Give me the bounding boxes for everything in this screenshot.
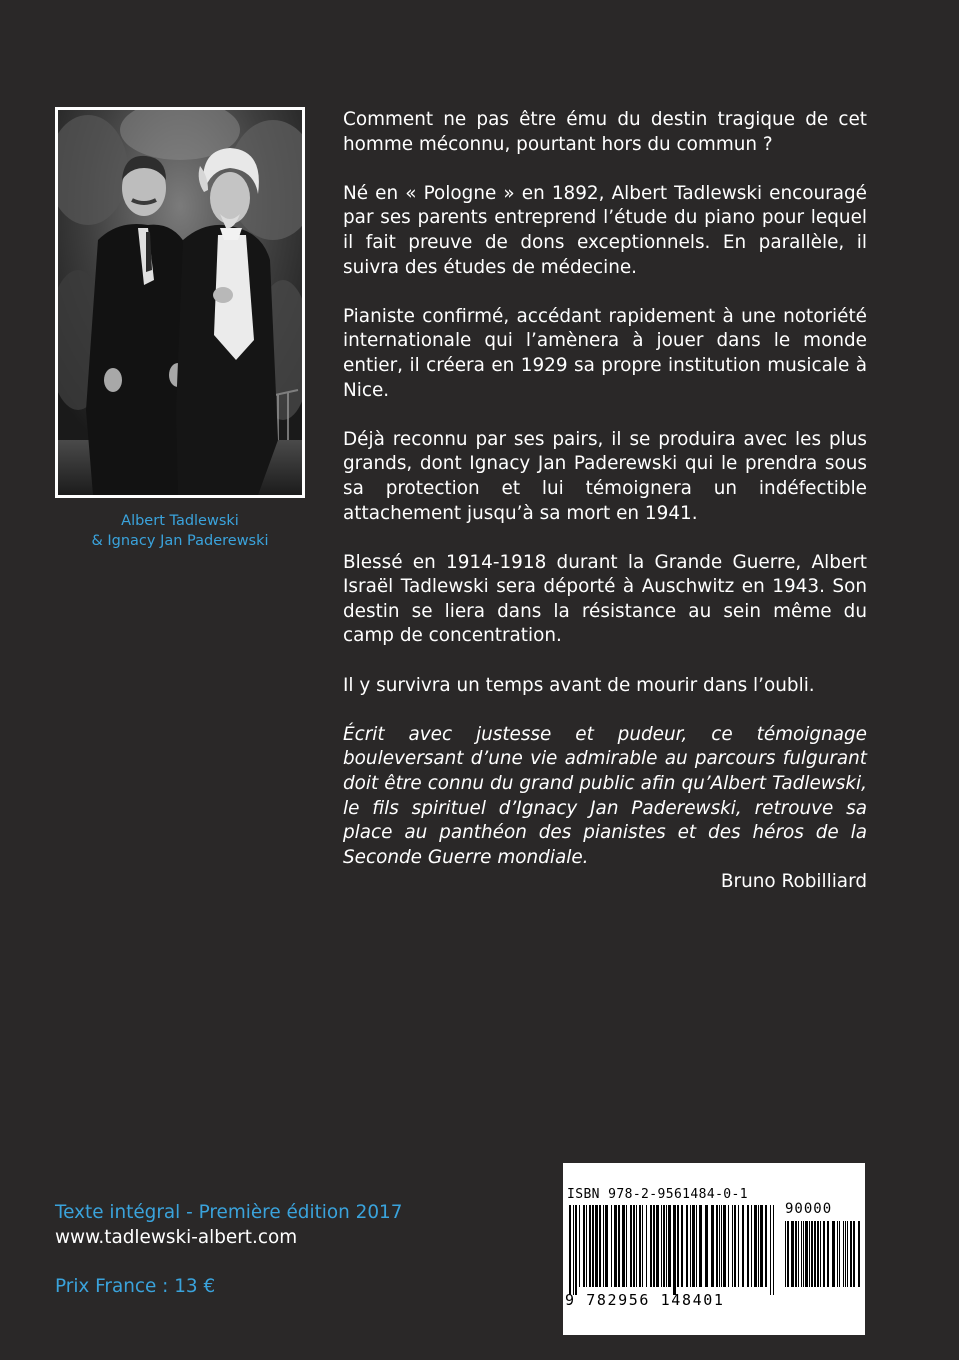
paragraph: Comment ne pas être ému du destin tragique de cet homme méconnu, pourtant hors du commun ? [343,109,867,155]
back-cover-text [343,108,867,895]
edition-line: Texte intégral - Première édition 2017 [55,1202,403,1223]
price-label: Prix France : 13 € [55,1276,216,1297]
paragraph: Il y survivra un temps avant de mourir dans l’oubli. [343,674,815,696]
caption-line-2: & Ignacy Jan Paderewski [91,533,269,549]
barcode-addon: 90000 [785,1201,833,1217]
photo-caption [55,511,305,551]
barcode-bars [563,1163,865,1335]
isbn-label: ISBN 978-2-9561484-0-1 [567,1187,748,1202]
cover-photo-frame [55,107,305,498]
review-quote: Écrit avec justesse et pudeur, ce témoignage bouleversant d’une vie admirable au parcours fulgurant doit être connu du grand public afin qu’Albert Tadlewski, le fils spirituel d’Ignacy Jan Paderewski, retrouve sa place au panthéon des pianistes et des héros de la Seconde Guerre mondiale. [343,723,867,868]
barcode-digits: 9 782956 148401 [565,1291,725,1309]
paragraph: Déjà reconnu par ses pairs, il se produira avec les plus grands, dont Ignacy Jan Paderewski qui le prendra sous sa protection et lui témoignera un indéfectible attachement jusqu’à sa mort en 1941. [343,428,867,524]
edition-info [55,1200,402,1299]
isbn-barcode [563,1163,865,1335]
caption-line-1: Albert Tadlewski [121,513,239,529]
portrait-photo [58,110,302,495]
paragraph: Blessé en 1914-1918 durant la Grande Guerre, Albert Israël Tadlewski sera déporté à Auschwitz en 1943. Son destin se liera dans la résistance au sein même du camp de concentration. [343,551,867,647]
review-signature: Bruno Robilliard [720,871,867,893]
paragraph: Né en « Pologne » en 1892, Albert Tadlewski encouragé par ses parents entreprend l’étude du piano pour lequel il fait preuve de dons exceptionnels. En parallèle, il suivra des études de médecine. [343,182,867,278]
paragraph: Pianiste confirmé, accédant rapidement à une notoriété internationale qui l’amènera à jouer dans le monde entier, il créera en 1929 sa propre institution musicale à Nice. [343,305,867,401]
website-link[interactable]: www.tadlewski-albert.com [55,1227,298,1248]
